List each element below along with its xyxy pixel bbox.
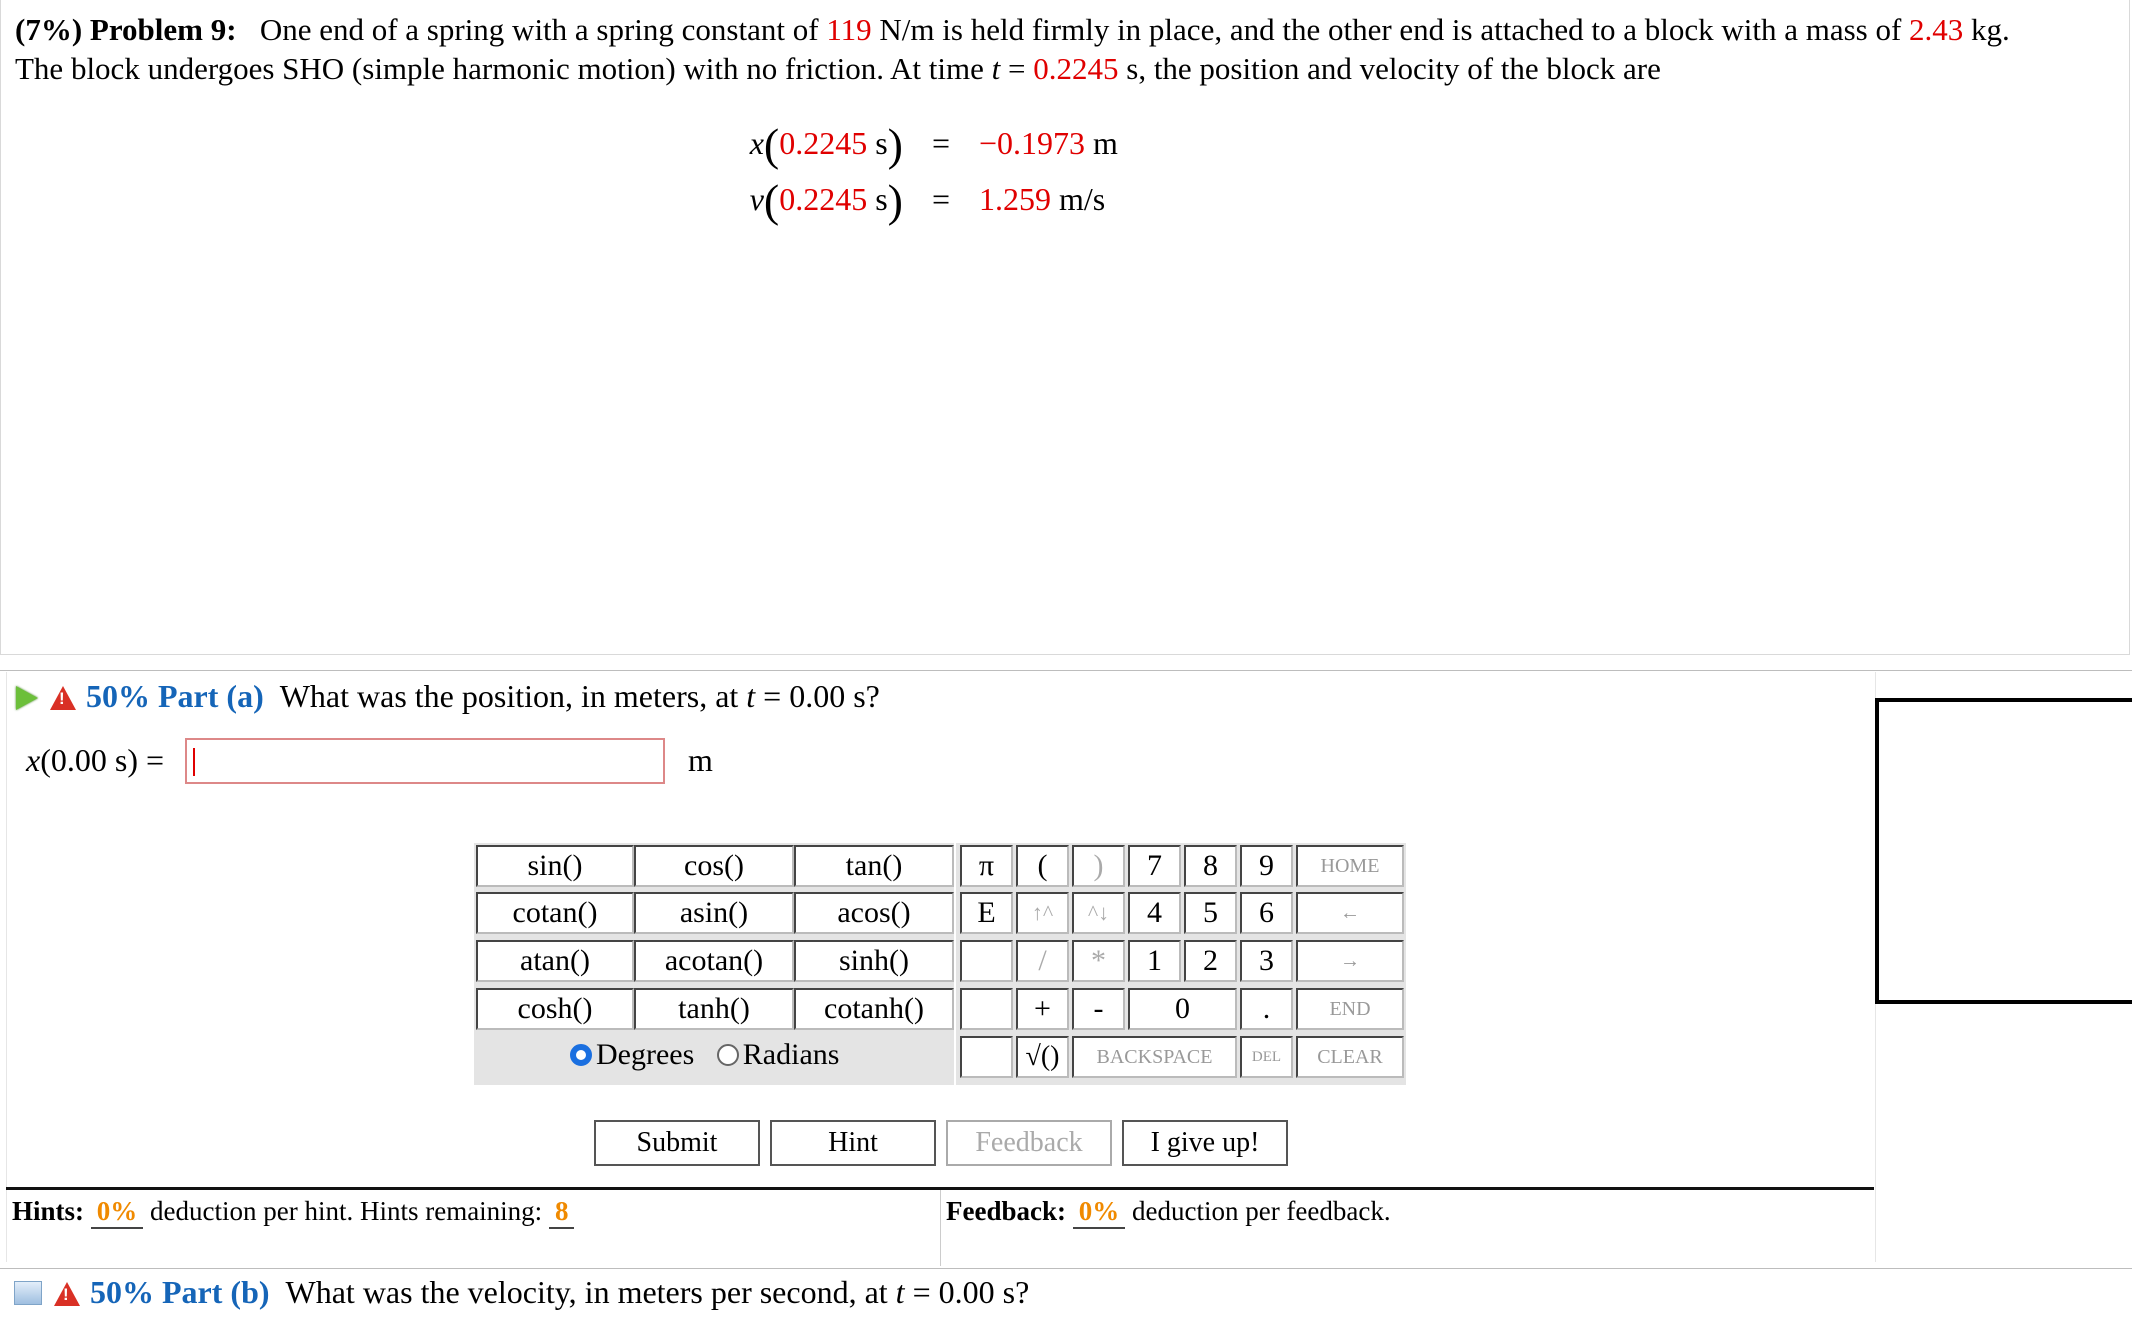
hint-button[interactable]: Hint xyxy=(770,1120,936,1166)
problem-text: (7%) Problem 9: One end of a spring with a spring constant of 119 N/m is held firmly in place, and the other end is attached to a block with a mass of 2.43 kg. The block undergoes SHO (simple harmonic motion) with no friction. At time t = 0.2245 s, the position and velocity of the block are xyxy=(15,12,2010,86)
key-8[interactable]: 8 xyxy=(1184,845,1237,887)
exponent-up-button[interactable]: ↑^ xyxy=(1016,892,1069,934)
warning-icon xyxy=(54,1282,80,1306)
feedback-info: Feedback: 0% deduction per feedback. xyxy=(946,1196,1391,1229)
divide-button[interactable]: / xyxy=(1016,940,1069,982)
cos-button[interactable]: cos() xyxy=(634,845,794,887)
e-button[interactable]: E xyxy=(960,892,1013,934)
collapsed-part-icon[interactable] xyxy=(14,1281,42,1305)
spring-constant-value: 119 xyxy=(826,12,872,47)
right-arrow-button[interactable]: → xyxy=(1296,940,1404,982)
left-paren-button[interactable]: ( xyxy=(1016,845,1069,887)
part-a-label: 50% Part (a) xyxy=(86,678,264,714)
cosh-button[interactable]: cosh() xyxy=(476,988,634,1030)
key-6[interactable]: 6 xyxy=(1240,892,1293,934)
tan-button[interactable]: tan() xyxy=(794,845,954,887)
feedback-deduction: 0% xyxy=(1073,1196,1126,1229)
velocity-value: 1.259 xyxy=(979,181,1051,217)
blank-key xyxy=(960,988,1013,1030)
minus-button[interactable]: - xyxy=(1072,988,1125,1030)
part-a-separator xyxy=(0,670,2132,671)
give-up-button[interactable]: I give up! xyxy=(1122,1120,1288,1166)
acos-button[interactable]: acos() xyxy=(794,892,954,934)
problem-label: Problem 9: xyxy=(89,12,237,47)
cotanh-button[interactable]: cotanh() xyxy=(794,988,954,1030)
atan-button[interactable]: atan() xyxy=(476,940,634,982)
feedback-button[interactable]: Feedback xyxy=(946,1120,1112,1166)
key-9[interactable]: 9 xyxy=(1240,845,1293,887)
answer-unit: m xyxy=(688,742,713,778)
exponent-down-button[interactable]: ^↓ xyxy=(1072,892,1125,934)
key-5[interactable]: 5 xyxy=(1184,892,1237,934)
key-7[interactable]: 7 xyxy=(1128,845,1181,887)
degrees-radio[interactable] xyxy=(570,1044,592,1066)
key-4[interactable]: 4 xyxy=(1128,892,1181,934)
side-panel-box xyxy=(1875,698,2132,1004)
position-equation: x(0.2245 s) = −0.1973 m xyxy=(749,119,1118,170)
submit-button[interactable]: Submit xyxy=(594,1120,760,1166)
problem-weight: (7%) xyxy=(15,12,83,47)
asin-button[interactable]: asin() xyxy=(634,892,794,934)
part-b-separator xyxy=(0,1268,2132,1269)
multiply-button[interactable]: * xyxy=(1072,940,1125,982)
time-value: 0.2245 xyxy=(1033,51,1119,86)
mass-value: 2.43 xyxy=(1909,12,1964,47)
text-cursor xyxy=(193,748,195,776)
pi-button[interactable]: π xyxy=(960,845,1013,887)
left-arrow-button[interactable]: ← xyxy=(1296,892,1404,934)
part-b-label: 50% Part (b) xyxy=(90,1274,270,1310)
acotan-button[interactable]: acotan() xyxy=(634,940,794,982)
key-3[interactable]: 3 xyxy=(1240,940,1293,982)
angle-mode-selector: Degrees Radians xyxy=(570,1038,839,1072)
position-value: −0.1973 xyxy=(979,125,1086,161)
key-2[interactable]: 2 xyxy=(1184,940,1237,982)
decimal-button[interactable]: . xyxy=(1240,988,1293,1030)
key-0[interactable]: 0 xyxy=(1128,988,1237,1030)
sqrt-button[interactable]: √() xyxy=(1016,1036,1069,1078)
answer-label: x(0.00 s) = xyxy=(26,742,165,778)
problem-statement xyxy=(0,0,2130,655)
warning-icon xyxy=(50,686,76,710)
plus-button[interactable]: + xyxy=(1016,988,1069,1030)
velocity-equation: v(0.2245 s) = 1.259 m/s xyxy=(749,175,1106,226)
answer-input[interactable] xyxy=(185,738,665,784)
sinh-button[interactable]: sinh() xyxy=(794,940,954,982)
part-b-header[interactable]: !50% Part (b) What was the velocity, in meters per second, at t = 0.00 s? xyxy=(14,1274,1029,1311)
tanh-button[interactable]: tanh() xyxy=(634,988,794,1030)
delete-button[interactable]: DEL xyxy=(1240,1036,1293,1078)
expand-triangle-icon[interactable] xyxy=(16,686,38,710)
key-1[interactable]: 1 xyxy=(1128,940,1181,982)
hints-info: Hints: 0% deduction per hint. Hints remaining: 8 xyxy=(12,1196,574,1229)
end-button[interactable]: END xyxy=(1296,988,1404,1030)
radians-radio[interactable] xyxy=(717,1044,739,1066)
cotan-button[interactable]: cotan() xyxy=(476,892,634,934)
feedback-divider xyxy=(940,1190,941,1266)
clear-button[interactable]: CLEAR xyxy=(1296,1036,1404,1078)
sin-button[interactable]: sin() xyxy=(476,845,634,887)
blank-key xyxy=(960,1036,1013,1078)
backspace-button[interactable]: BACKSPACE xyxy=(1072,1036,1237,1078)
home-button[interactable]: HOME xyxy=(1296,845,1404,887)
right-paren-button[interactable]: ) xyxy=(1072,845,1125,887)
blank-key xyxy=(960,940,1013,982)
hint-deduction: 0% xyxy=(91,1196,144,1229)
part-a-header: !50% Part (a) What was the position, in meters, at t = 0.00 s? xyxy=(16,678,880,715)
hints-remaining: 8 xyxy=(549,1196,575,1229)
